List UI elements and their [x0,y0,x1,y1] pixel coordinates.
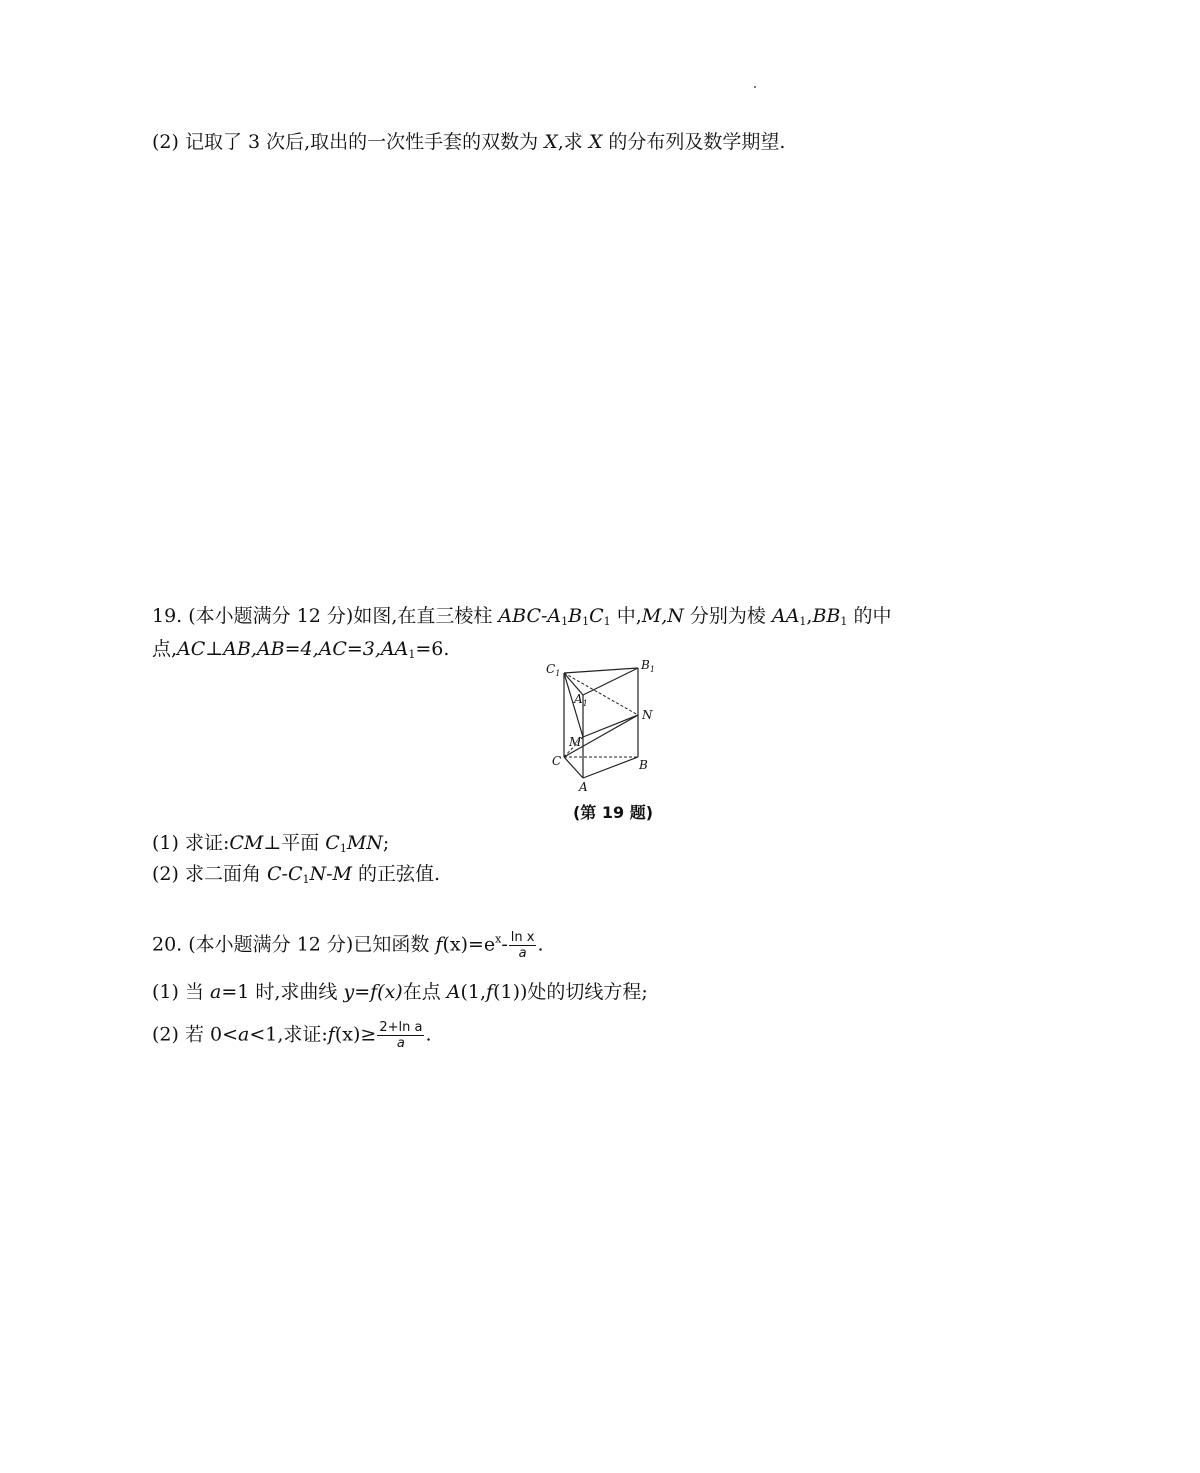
q19-part2: (2) 求二面角 $C-C_1N-M$ 的正弦值. [152,863,441,886]
label-c: C [552,754,562,768]
fraction-2lna-over-a: $\frac{\text{2+ln a}}{a}$ [379,1020,423,1051]
q19-stem-line2: 点$,AC\perp AB,AB=4,AC=3,AA_1=6$. [152,638,450,661]
q19-stem-line1: 19. (本小题满分 12 分)如图,在直三棱柱 ABC-$A_1B_1C_1$ 中,M,N 分别为棱 $AA_1,BB_1$ 的中 [152,605,892,628]
label-c1: $C_1$ [546,662,561,678]
edge-a-b [583,757,638,778]
q18-part2: (2) 记取了 3 次后,取出的一次性手套的双数为 X,求 X 的分布列及数学期望. [152,131,786,153]
label-m: M [569,735,582,749]
edge-c1-b1 [564,668,638,673]
label-n: N [642,708,653,722]
q20-part2: (2) 若 0<a<1,求证:f(x)≥ $\frac{\text{2+ln a}}{a}$ . [152,1020,432,1051]
label-b1: $B_1$ [641,658,655,674]
q20-stem: 20. (本小题满分 12 分)已知函数 $f(x)=e^x-$ $\frac{\text{ln x}}{a}$ . [152,930,544,961]
figure-caption: (第 19 题) [572,803,654,822]
edge-a1-b1 [583,668,638,695]
q20-part1: (1) 当 a=1 时,求曲线 y=f(x)在点 A(1,f(1))处的切线方程; [152,981,648,1003]
label-a: A [579,780,588,794]
edge-c-a [564,757,583,778]
prism-figure [538,655,688,795]
label-b: B [639,758,648,772]
fraction-lnx-over-a: $\frac{\text{ln x}}{a}$ [510,930,535,961]
q19-part1: (1) 求证:CM⊥平面 $C_1MN$; [152,832,390,855]
label-a1: $A_1$ [574,692,588,708]
stray-mark [754,86,756,88]
segment-m-n [583,715,638,737]
